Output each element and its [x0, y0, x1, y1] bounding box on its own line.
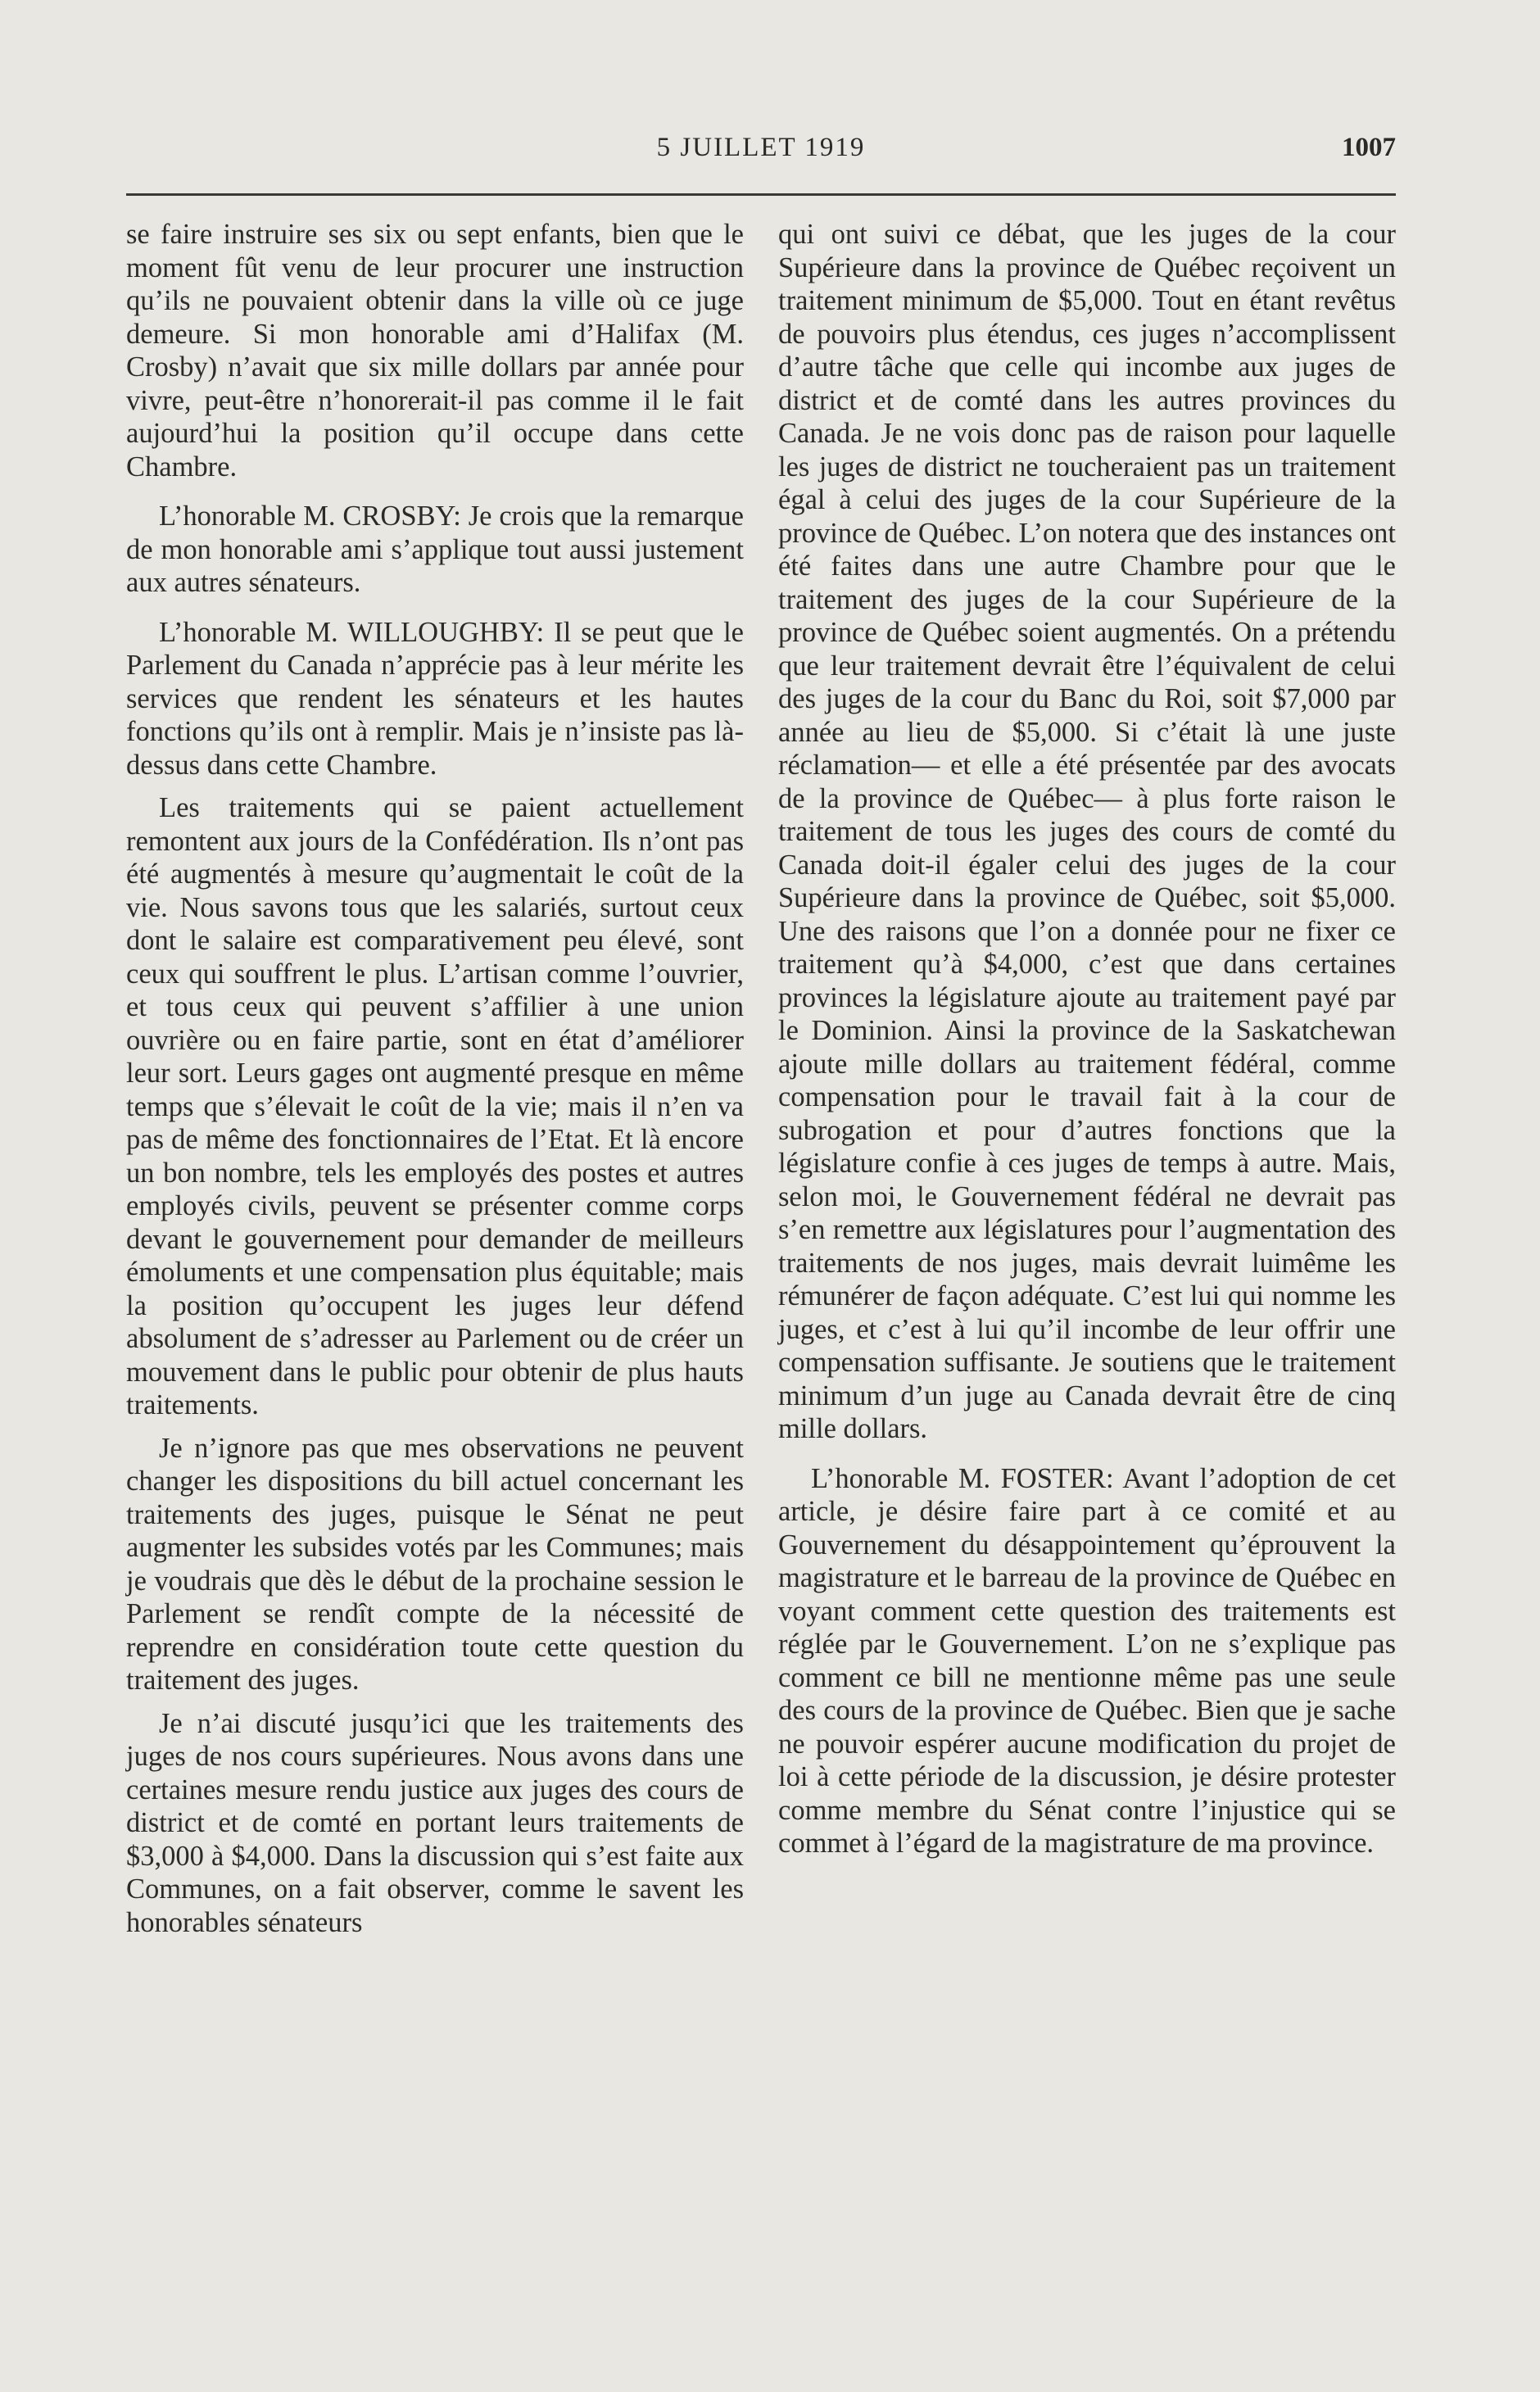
- header-rule: [126, 193, 1396, 196]
- paragraph: Je n’ignore pas que mes observations ne peuvent changer les dispositions du bill actuel concernant les traitements des juges, puisque le Sénat ne peut augmenter les subsides votés par les Communes; mais je voudrais que dès le début de la prochaine session le Parlement se rendît compte de la nécessité de reprendre en considération toute cette question du traitement des juges.: [126, 1432, 744, 1696]
- page-header: [126, 133, 1396, 172]
- paragraph: qui ont suivi ce débat, que les juges de la cour Supérieure dans la province de Québec reçoivent un traitement minimum de $5,000. Tout en étant revêtus de pouvoirs plus étendus, ces juges n’accomplissent d’autre tâche que celle qui incombe aux juges de district et de comté dans les autres provinces du Canada. Je ne vois donc pas de raison pour laquelle les juges de district ne toucheraient pas un traitement égal à celui des juges de la cour Supérieure de la province de Québec. L’on notera que des instances ont été faites dans une autre Chambre pour que le traitement des juges de la cour Supérieure de la province de Québec soient augmentés. On a prétendu que leur traitement devrait être l’équivalent de celui des juges de la cour du Banc du Roi, soit $7,000 par année au lieu de $5,000. Si c’était là une juste réclamation— et elle a été présentée par des avocats de la province de Québec— à plus forte raison le traitement de tous les juges des cours de comté du Canada doit-il égaler celui des juges de la cour Supérieure dans la province de Québec, soit $5,000. Une des raisons que l’on a donnée pour ne fixer ce traitement qu’à $4,000, c’est que dans certaines provinces la législature ajoute au traitement payé par le Dominion. Ainsi la province de la Saskatchewan ajoute mille dollars au traitement fédéral, comme compensation pour le travail fait à la cour de subrogation et pour d’autres fonctions que la législature confie à ces juges de temps à autre. Mais, selon moi, le Gouvernement fédéral ne devrait pas s’en remettre aux législatures pour l’augmentation des traitements de nos juges, mais devrait luimême les rémunérer de façon adéquate. C’est lui qui nomme les juges, et c’est à lui qu’il incombe de leur offrir une compensation suffisante. Je soutiens que le traitement minimum d’un juge au Canada devrait être de cinq mille dollars.: [778, 219, 1396, 1444]
- page-number: 1007: [1342, 133, 1396, 162]
- paragraph-crosby: L’honorable M. CROSBY: Je crois que la remarque de mon honorable ami s’applique tout aussi justement aux autres sénateurs.: [126, 501, 744, 598]
- paragraph: Je n’ai discuté jusqu’ici que les traitements des juges de nos cours supérieures. Nous avons dans une certaines mesure rendu justice aux juges des cours de district et de comté en portant leurs traitements de $3,000 à $4,000. Dans la discussion qui s’est faite aux Communes, on a fait observer, comme le savent les honorables sénateurs: [126, 1707, 744, 1938]
- paragraph: se faire instruire ses six ou sept enfants, bien que le moment fût venu de leur procurer une instruction qu’ils ne pouvaient obtenir dans la ville où ce juge demeure. Si mon honorable ami d’Halifax (M. Crosby) n’avait que six mille dollars par année pour vivre, peut-être n’honorerait-il pas comme il le fait aujourd’hui la position qu’il occupe dans cette Chambre.: [126, 219, 744, 482]
- header-date: 5 JUILLET 1919: [656, 133, 866, 162]
- paragraph: Les traitements qui se paient actuellement remontent aux jours de la Confédération. Ils n’ont pas été augmentés à mesure qu’augmentait le coût de la vie. Nous savons tous que les salariés, surtout ceux dont le salaire est comparativement peu élevé, sont ceux qui souffrent le plus. L’artisan comme l’ouvrier, et tous ceux qui peuvent s’affilier à une union ouvrière ou en faire partie, sont en état d’améliorer leur sort. Leurs gages ont augmenté presque en même temps que s’élevait le coût de la vie; mais il n’en va pas de même des fonctionnaires de l’Etat. Et là encore un bon nombre, tels les employés des postes et autres employés civils, peuvent se présenter comme corps devant le gouvernement pour demander de meilleurs émoluments et une compensation plus équitable; mais la position qu’occupent les juges leur défend absolument de s’adresser au Parlement ou de créer un mouvement dans le public pour obtenir de plus hauts traitements.: [126, 792, 744, 1420]
- paragraph-willoughby: L’honorable M. WILLOUGHBY: Il se peut que le Parlement du Canada n’apprécie pas à leur mérite les services que rendent les sénateurs et les hautes fonctions qu’ils ont à remplir. Mais je n’insiste pas là-dessus dans cette Chambre.: [126, 616, 744, 781]
- right-column: [778, 218, 1396, 1860]
- left-column: [126, 218, 744, 1939]
- paragraph-foster: L’honorable M. FOSTER: Avant l’adoption de cet article, je désire faire part à ce comité et au Gouvernement du désappointement qu’éprouvent la magistrature et le barreau de la province de Québec en voyant comment cette question des traitements est réglée par le Gouvernement. L’on ne s’explique pas comment ce bill ne mentionne même pas une seule des cours de la province de Québec. Bien que je sache ne pouvoir espérer aucune modification du projet de loi à cette période de la discussion, je désire protester comme membre du Sénat contre l’injustice qui se commet à l’égard de la magistrature de ma province.: [778, 1462, 1396, 1859]
